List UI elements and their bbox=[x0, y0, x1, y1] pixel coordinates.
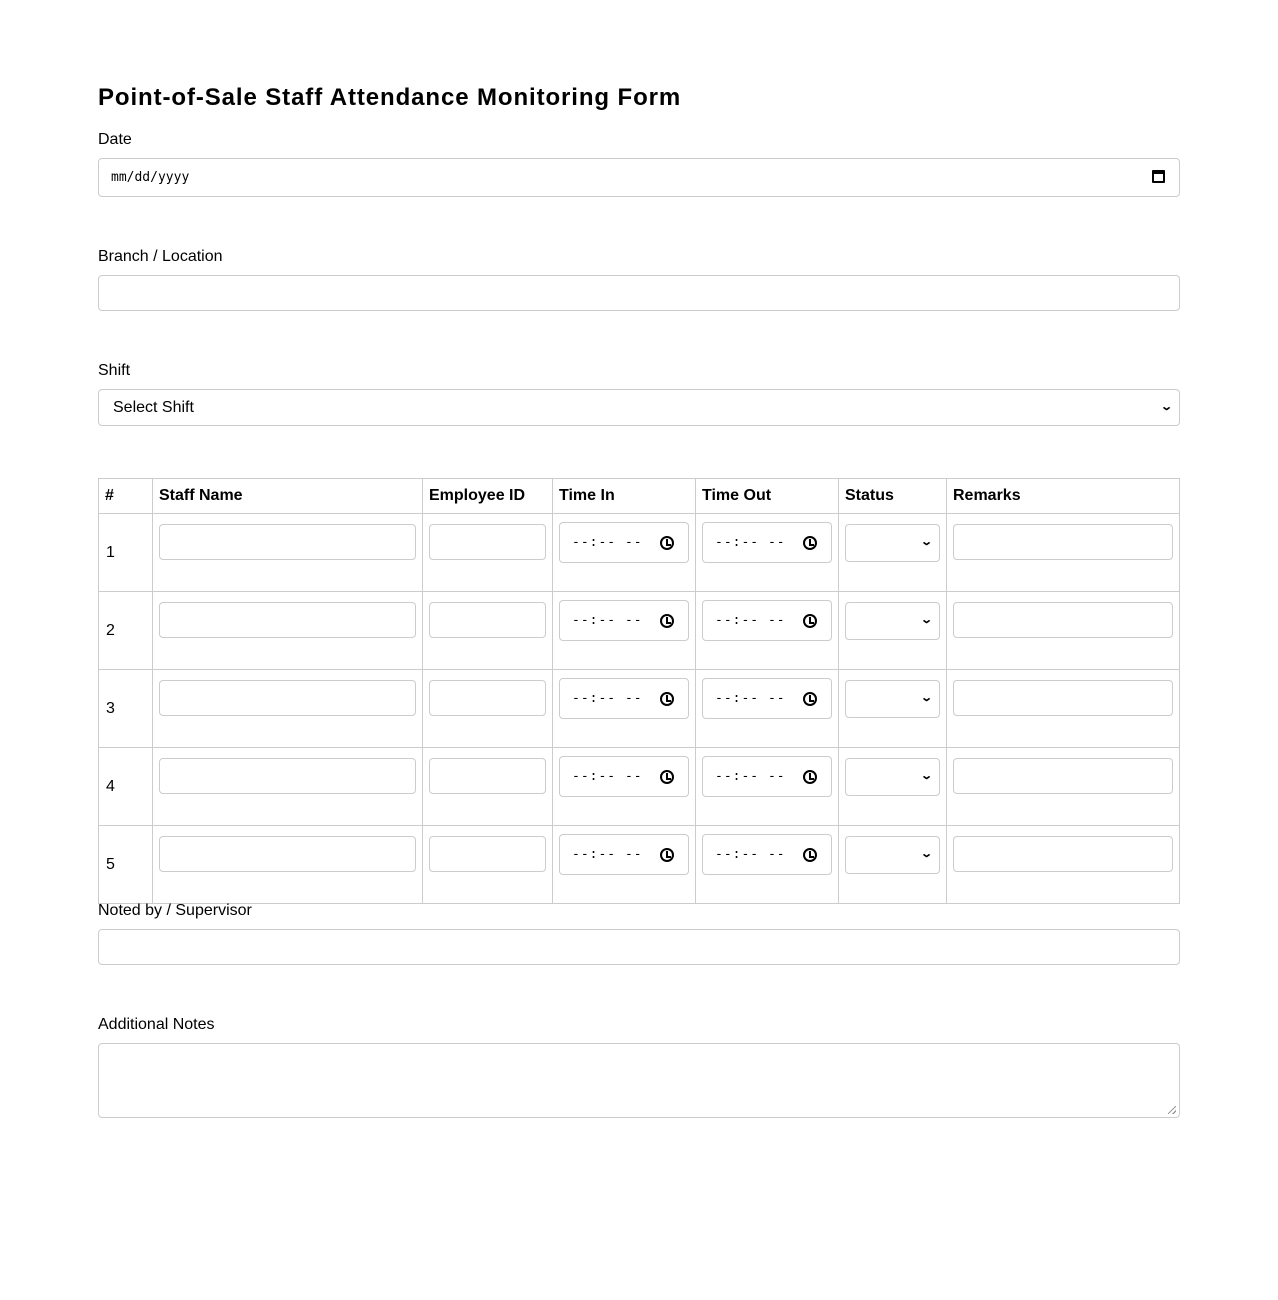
employee-id-input[interactable] bbox=[429, 602, 546, 638]
col-status: Status bbox=[839, 479, 947, 514]
time-in-input[interactable] bbox=[559, 678, 689, 719]
time-out-cell bbox=[696, 514, 839, 592]
time-out-input[interactable] bbox=[702, 756, 832, 797]
remarks-input[interactable] bbox=[953, 524, 1173, 560]
remarks-cell bbox=[947, 670, 1180, 748]
table-row bbox=[99, 826, 1180, 904]
date-label: Date bbox=[98, 131, 132, 148]
status-cell bbox=[839, 826, 947, 904]
status-cell bbox=[839, 592, 947, 670]
time-out-input[interactable] bbox=[702, 834, 832, 875]
time-placeholder: --:-- -- bbox=[572, 691, 643, 706]
staff-name-input[interactable] bbox=[159, 524, 416, 560]
remarks-cell bbox=[947, 514, 1180, 592]
time-placeholder: --:-- -- bbox=[572, 769, 643, 784]
col-number: # bbox=[99, 479, 153, 514]
date-input[interactable] bbox=[98, 158, 1180, 197]
employee-id-input[interactable] bbox=[429, 524, 546, 560]
col-remarks: Remarks bbox=[947, 479, 1180, 514]
attendance-table bbox=[98, 478, 1180, 904]
row-number: 4 bbox=[106, 778, 115, 795]
staff-name-input[interactable] bbox=[159, 758, 416, 794]
time-in-input[interactable] bbox=[559, 522, 689, 563]
notes-label: Additional Notes bbox=[98, 1016, 215, 1033]
col-employee-id: Employee ID bbox=[423, 479, 553, 514]
chevron-down-icon: ⌄ bbox=[919, 536, 933, 548]
table-row bbox=[99, 592, 1180, 670]
shift-label: Shift bbox=[98, 362, 131, 379]
col-time-out: Time Out bbox=[696, 479, 839, 514]
chevron-down-icon: ⌄ bbox=[919, 692, 933, 704]
time-out-cell bbox=[696, 670, 839, 748]
time-in-input[interactable] bbox=[559, 834, 689, 875]
supervisor-input[interactable] bbox=[98, 929, 1180, 965]
time-in-cell bbox=[553, 748, 696, 826]
time-placeholder: --:-- -- bbox=[715, 691, 786, 706]
status-select[interactable] bbox=[845, 758, 940, 796]
table-row bbox=[99, 748, 1180, 826]
time-placeholder: --:-- -- bbox=[572, 847, 643, 862]
time-in-input[interactable] bbox=[559, 600, 689, 641]
row-number: 5 bbox=[106, 856, 115, 873]
chevron-down-icon: ⌄ bbox=[919, 848, 933, 860]
time-out-input[interactable] bbox=[702, 522, 832, 563]
time-in-cell bbox=[553, 514, 696, 592]
time-placeholder: --:-- -- bbox=[572, 613, 643, 628]
col-staff-name: Staff Name bbox=[153, 479, 423, 514]
chevron-down-icon: ⌄ bbox=[919, 614, 933, 626]
notes-textarea[interactable] bbox=[98, 1043, 1180, 1118]
row-number-cell bbox=[99, 670, 153, 748]
time-placeholder: --:-- -- bbox=[715, 769, 786, 784]
time-placeholder: --:-- -- bbox=[715, 613, 786, 628]
staff-name-input[interactable] bbox=[159, 680, 416, 716]
time-in-input[interactable] bbox=[559, 756, 689, 797]
shift-selected: Select Shift bbox=[113, 399, 194, 416]
status-cell bbox=[839, 670, 947, 748]
shift-select[interactable] bbox=[98, 389, 1180, 426]
remarks-input[interactable] bbox=[953, 680, 1173, 716]
staff-name-cell bbox=[153, 826, 423, 904]
supervisor-label: Noted by / Supervisor bbox=[98, 902, 252, 919]
remarks-input[interactable] bbox=[953, 836, 1173, 872]
col-time-in: Time In bbox=[553, 479, 696, 514]
status-select[interactable] bbox=[845, 602, 940, 640]
remarks-cell bbox=[947, 748, 1180, 826]
status-select[interactable] bbox=[845, 680, 940, 718]
clock-icon[interactable] bbox=[660, 536, 674, 550]
clock-icon[interactable] bbox=[660, 614, 674, 628]
staff-name-cell bbox=[153, 748, 423, 826]
row-number-cell bbox=[99, 748, 153, 826]
time-out-input[interactable] bbox=[702, 600, 832, 641]
status-select[interactable] bbox=[845, 836, 940, 874]
staff-name-cell bbox=[153, 592, 423, 670]
chevron-down-icon: ⌄ bbox=[1159, 401, 1173, 413]
time-placeholder: --:-- -- bbox=[572, 535, 643, 550]
remarks-cell bbox=[947, 826, 1180, 904]
employee-id-cell bbox=[423, 670, 553, 748]
clock-icon[interactable] bbox=[803, 692, 817, 706]
row-number-cell bbox=[99, 826, 153, 904]
time-out-cell bbox=[696, 748, 839, 826]
employee-id-input[interactable] bbox=[429, 758, 546, 794]
time-placeholder: --:-- -- bbox=[715, 847, 786, 862]
staff-name-cell bbox=[153, 670, 423, 748]
status-cell bbox=[839, 748, 947, 826]
time-out-cell bbox=[696, 826, 839, 904]
clock-icon[interactable] bbox=[803, 614, 817, 628]
staff-name-input[interactable] bbox=[159, 602, 416, 638]
date-placeholder: mm/dd/yyyy bbox=[111, 170, 190, 185]
time-placeholder: --:-- -- bbox=[715, 535, 786, 550]
clock-icon[interactable] bbox=[660, 848, 674, 862]
staff-name-cell bbox=[153, 514, 423, 592]
employee-id-cell bbox=[423, 748, 553, 826]
remarks-cell bbox=[947, 592, 1180, 670]
resize-handle-icon[interactable] bbox=[1168, 1106, 1176, 1114]
employee-id-cell bbox=[423, 592, 553, 670]
remarks-input[interactable] bbox=[953, 758, 1173, 794]
time-in-cell bbox=[553, 826, 696, 904]
clock-icon[interactable] bbox=[803, 848, 817, 862]
calendar-icon[interactable] bbox=[1152, 170, 1165, 183]
row-number-cell bbox=[99, 514, 153, 592]
row-number: 3 bbox=[106, 700, 115, 717]
employee-id-cell bbox=[423, 826, 553, 904]
status-select[interactable] bbox=[845, 524, 940, 562]
clock-icon[interactable] bbox=[660, 770, 674, 784]
remarks-input[interactable] bbox=[953, 602, 1173, 638]
row-number-cell bbox=[99, 592, 153, 670]
clock-icon[interactable] bbox=[660, 692, 674, 706]
row-number: 2 bbox=[106, 622, 115, 639]
clock-icon[interactable] bbox=[803, 536, 817, 550]
branch-label: Branch / Location bbox=[98, 248, 223, 265]
time-out-cell bbox=[696, 592, 839, 670]
employee-id-input[interactable] bbox=[429, 836, 546, 872]
staff-name-input[interactable] bbox=[159, 836, 416, 872]
clock-icon[interactable] bbox=[803, 770, 817, 784]
table-row bbox=[99, 514, 1180, 592]
table-row bbox=[99, 670, 1180, 748]
chevron-down-icon: ⌄ bbox=[919, 770, 933, 782]
status-cell bbox=[839, 514, 947, 592]
page-title: Point-of-Sale Staff Attendance Monitoring Form bbox=[98, 84, 682, 111]
time-out-input[interactable] bbox=[702, 678, 832, 719]
employee-id-input[interactable] bbox=[429, 680, 546, 716]
employee-id-cell bbox=[423, 514, 553, 592]
time-in-cell bbox=[553, 592, 696, 670]
time-in-cell bbox=[553, 670, 696, 748]
branch-input[interactable] bbox=[98, 275, 1180, 311]
row-number: 1 bbox=[106, 544, 115, 561]
